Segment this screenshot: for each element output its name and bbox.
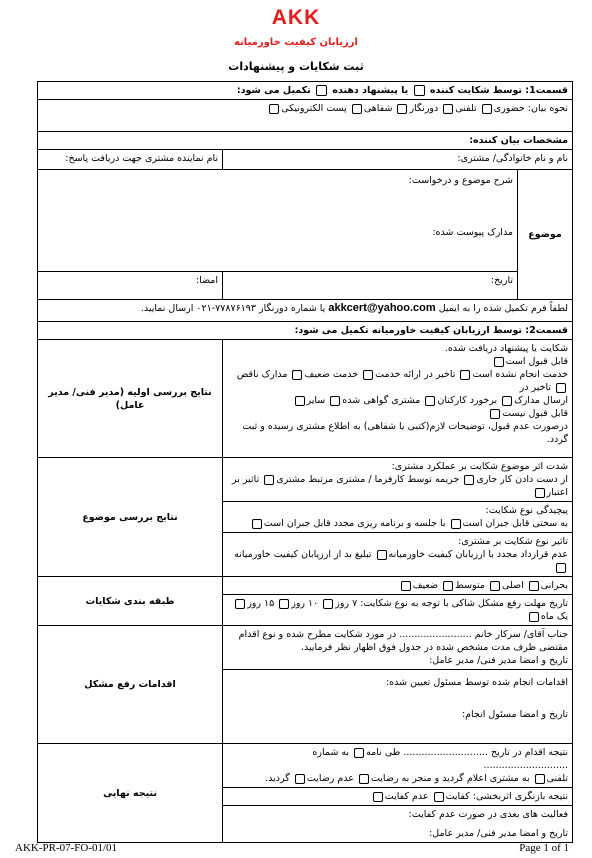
staff-checkbox[interactable] [425, 396, 435, 406]
doc-code: AKK-PR-07-FO-01/01 [15, 842, 118, 854]
satisfied-checkbox[interactable] [359, 774, 369, 784]
subject-review-label: نتایج بررسی موضوع [38, 458, 223, 577]
part1-heading-row [38, 82, 573, 100]
effective-label: کفایت [445, 791, 470, 802]
date-sign-row [38, 272, 573, 300]
applicant-heading: مشخصات بیان کننده: [38, 132, 573, 150]
complexity-meeting: با جلسه و برنامه ریزی مجدد قابل جبران است [263, 518, 446, 529]
reason-delay-in: تاخیر در [519, 382, 551, 393]
contact-email[interactable]: akkcert@yahoo.com [328, 302, 436, 314]
acceptable-label: قابل قبول است [505, 356, 569, 367]
severity-credit: تاثیر بر اعتبار [232, 474, 569, 498]
acceptable-checkbox[interactable] [494, 357, 504, 367]
send-note-a: لطفاً فرم تکمیل شده را به ایمیل [438, 303, 569, 314]
email-checkbox[interactable] [269, 104, 279, 114]
channel-fax: دورنگار [409, 103, 439, 114]
followup-field[interactable]: فعالیت های بعدی در صورت عدم کفایت: [223, 805, 572, 821]
channel-label: نحوه بیان: [527, 103, 569, 114]
rejection-note: درصورت عدم قبول، توضیحات لازم(کتبی یا شفاهی) به اطلاع مشتری رسیده و ثبت گردد. [242, 421, 569, 445]
date-field[interactable]: تاریخ: [223, 272, 518, 300]
no-contract-checkbox[interactable] [377, 550, 387, 560]
final-label: نتیجه نهایی [38, 744, 223, 843]
channel-oral: شفاهی [363, 103, 393, 114]
deadline-label: تاریخ مهلت رفع مشکل شاکی با توجه به نوع شکایت: [360, 598, 569, 609]
company-logo: AKK [271, 6, 321, 29]
initial-review-row [38, 340, 573, 458]
certified-checkbox[interactable] [330, 396, 340, 406]
reason-other: سایر [306, 395, 326, 406]
result-phone: تلفنی [546, 773, 569, 784]
channel-in-person: حضوری [493, 103, 525, 114]
subject-label: موضوع [518, 170, 573, 300]
form-title: ثبت شکایات و پیشنهادات [228, 60, 364, 73]
channel-email: پست الکترونیکی [281, 103, 347, 114]
deadline-7-checkbox[interactable] [323, 599, 333, 609]
impact-no-contract: عدم قرارداد مجدد با ارزیابان کیفیت خاورمیانه [388, 549, 569, 560]
final-signature[interactable]: تاریخ و امضا مدیر فنی/ مدیر عامل: [429, 828, 569, 839]
reason-incomplete: مدارک ناقص [236, 369, 288, 380]
initial-review-label: نتایج بررسی اولیه (مدیر فنی/ مدیر عامل) [38, 340, 223, 458]
actions-resp-signature[interactable]: تاریخ و امضا مسئول انجام: [461, 709, 569, 720]
medium-checkbox[interactable] [443, 581, 453, 591]
deadline-month-checkbox[interactable] [529, 612, 539, 622]
critical-checkbox[interactable] [529, 581, 539, 591]
page-number: Page 1 of 1 [519, 842, 569, 854]
incomplete-checkbox[interactable] [556, 383, 566, 393]
effective-checkbox[interactable] [434, 792, 444, 802]
actions-addressee: جناب آقای/ سرکار خانم [474, 629, 569, 640]
classification-label: طبقه بندی شکایات [38, 577, 223, 626]
not-done-checkbox[interactable] [460, 370, 470, 380]
effectiveness-label: نتیجه بازنگری اثربخشی: [472, 791, 569, 802]
part1-heading-c: تکمیل می شود: [236, 85, 311, 96]
reason-delay: تاخیر در ارائه خدمت [375, 369, 456, 380]
representative-field[interactable]: نام نماینده مشتری جهت دریافت پاسخ: [38, 150, 223, 170]
result-became: گردید. [265, 773, 290, 784]
result-date: نتیجه اقدام در تاریخ [490, 747, 569, 758]
part2-heading-row [38, 322, 573, 340]
letter-checkbox[interactable] [354, 748, 364, 758]
result-number: به شماره [312, 747, 350, 758]
deadline-15: ۱۵ روز [247, 598, 275, 609]
penalty-checkbox[interactable] [264, 475, 274, 485]
received-text: شکایت یا پیشنهاد دریافت شده. [444, 343, 569, 354]
not-acceptable-label: قابل قبول نیست [502, 408, 569, 419]
part1-heading-b: یا پیشنهاد دهنده [332, 85, 409, 96]
level-medium: متوسط [455, 580, 485, 591]
signature-field[interactable]: امضا: [38, 272, 223, 300]
complexity-question: پیچیدگی نوع شکایت: [223, 501, 572, 517]
loss-checkbox[interactable] [464, 475, 474, 485]
subject-row [38, 170, 573, 272]
level-major: اصلی [501, 580, 524, 591]
phone-checkbox[interactable] [443, 104, 453, 114]
ineffective-checkbox[interactable] [373, 792, 383, 802]
send-docs-checkbox[interactable] [502, 396, 512, 406]
channel-row [38, 100, 573, 132]
channel-phone: تلفنی [455, 103, 477, 114]
severity-question: شدت اثر موضوع شکایت بر عملکرد مشتری: [391, 461, 569, 472]
final-row: نتیجه اقدام در تاریخ ............................ طی نامه به شماره ............................ تلفنی به مشتری اعلام گردید و منجر به رضایت عدم رضایت گردید. نتیجه بازنگری اثربخشی: کفایت عدم کفایت فعالیت های بعدی در صورت عدم کفایت: تاریخ و امضا مدیر فنی/ مدیر عامل: نتیجه نهایی [38, 744, 573, 843]
name-field[interactable]: نام و نام خانوادگی/ مشتری: [223, 150, 573, 170]
actions-taken-field[interactable]: اقدامات انجام شده توسط مسئول تعیین شده: [223, 669, 572, 702]
impact-question: تاثیر نوع شکایت بر مشتری: [223, 532, 572, 548]
deadline-15-checkbox[interactable] [235, 599, 245, 609]
result-letter: طی نامه [366, 747, 401, 758]
description-field[interactable]: شرح موضوع و درخواست: [408, 175, 514, 186]
reason-poor: خدمت ضعیف [304, 369, 359, 380]
send-note-b: یا شماره دورنگار ۷۷۸۷۶۱۹۳-۰۲۱ ارسال نمایید. [140, 303, 326, 314]
deadline-10-checkbox[interactable] [279, 599, 289, 609]
reason-staff: برخورد کارکنان [437, 395, 498, 406]
result-dissatisfied: عدم رضایت [306, 773, 354, 784]
hard-checkbox[interactable] [451, 519, 461, 529]
reason-not-done: خدمت انجام نشده است [472, 369, 569, 380]
dissatisfied-checkbox[interactable] [295, 774, 305, 784]
reason-certified: مشتری گواهی شده [342, 395, 421, 406]
fax-checkbox[interactable] [397, 104, 407, 114]
deadline-month: یک ماه [540, 611, 569, 622]
deadline-7: ۷ روز [335, 598, 358, 609]
level-weak: ضعیف [412, 580, 439, 591]
part2-heading: قسمت2: توسط ارزیابان کیفیت خاورمیانه تکمیل می شود: [38, 322, 573, 340]
actions-tech-signature[interactable]: تاریخ و امضا مدیر فنی/ مدیر عامل: [429, 655, 569, 666]
classification-row [38, 577, 573, 626]
result-phone-checkbox[interactable] [535, 774, 545, 784]
ineffective-label: عدم کفایت [384, 791, 429, 802]
deadline-10: ۱۰ روز [291, 598, 319, 609]
meeting-checkbox[interactable] [252, 519, 262, 529]
weak-checkbox[interactable] [401, 581, 411, 591]
complaint-form [37, 81, 573, 843]
not-acceptable-checkbox[interactable] [490, 409, 500, 419]
other-checkbox[interactable] [295, 396, 305, 406]
reason-send-docs: ارسال مدارک [514, 395, 569, 406]
applicant-heading-row [38, 132, 573, 150]
poor-checkbox[interactable] [292, 370, 302, 380]
actions-row: جناب آقای/ سرکار خانم ........................ در مورد شکایت مطرح شده و نوع اقدام مقتضی ظرف مدت مشخص شده در جدول فوق اظهار نظر فرمایید. تاریخ و امضا مدیر فنی/ مدیر عامل: اقدامات انجام شده توسط مسئول تعیین شده: تاریخ و امضا مسئول انجام: اقدامات رفع مشکل [38, 626, 573, 744]
impact-bad-ad: تبلیغ بد از ارزیابان کیفیت خاورمیانه [234, 549, 372, 560]
severity-loss: از دست دادن کار جاری [476, 474, 569, 485]
actions-request: در مورد شکایت مطرح شده و نوع اقدام مقتضی ظرف مدت مشخص شده در جدول فوق اظهار نظر فرمایید. [238, 629, 569, 653]
actions-label: اقدامات رفع مشکل [38, 626, 223, 744]
result-notified: به مشتری اعلام گردید و منجر به رضایت [370, 773, 530, 784]
name-row [38, 150, 573, 170]
credit-checkbox[interactable] [535, 488, 545, 498]
oral-checkbox[interactable] [352, 104, 362, 114]
company-name: ارزیابان کیفیت خاورمیانه [233, 37, 358, 48]
suggester-checkbox[interactable] [316, 85, 327, 96]
bad-ad-checkbox[interactable] [556, 563, 566, 573]
major-checkbox[interactable] [490, 581, 500, 591]
complainant-checkbox[interactable] [414, 85, 425, 96]
subject-review-row [38, 458, 573, 577]
severity-penalty: جریمه توسط کارفرما / مشتری مرتبط مشتری [276, 474, 460, 485]
send-note-row [38, 300, 573, 322]
level-critical: بحرانی [540, 580, 569, 591]
delay-checkbox[interactable] [363, 370, 373, 380]
part1-heading-a: قسمت1: توسط شکایت کننده [429, 85, 569, 96]
attachments-field[interactable]: مدارک پیوست شده: [432, 227, 514, 238]
complexity-hard: به سختی قابل جبران است [462, 518, 569, 529]
in-person-checkbox[interactable] [482, 104, 492, 114]
